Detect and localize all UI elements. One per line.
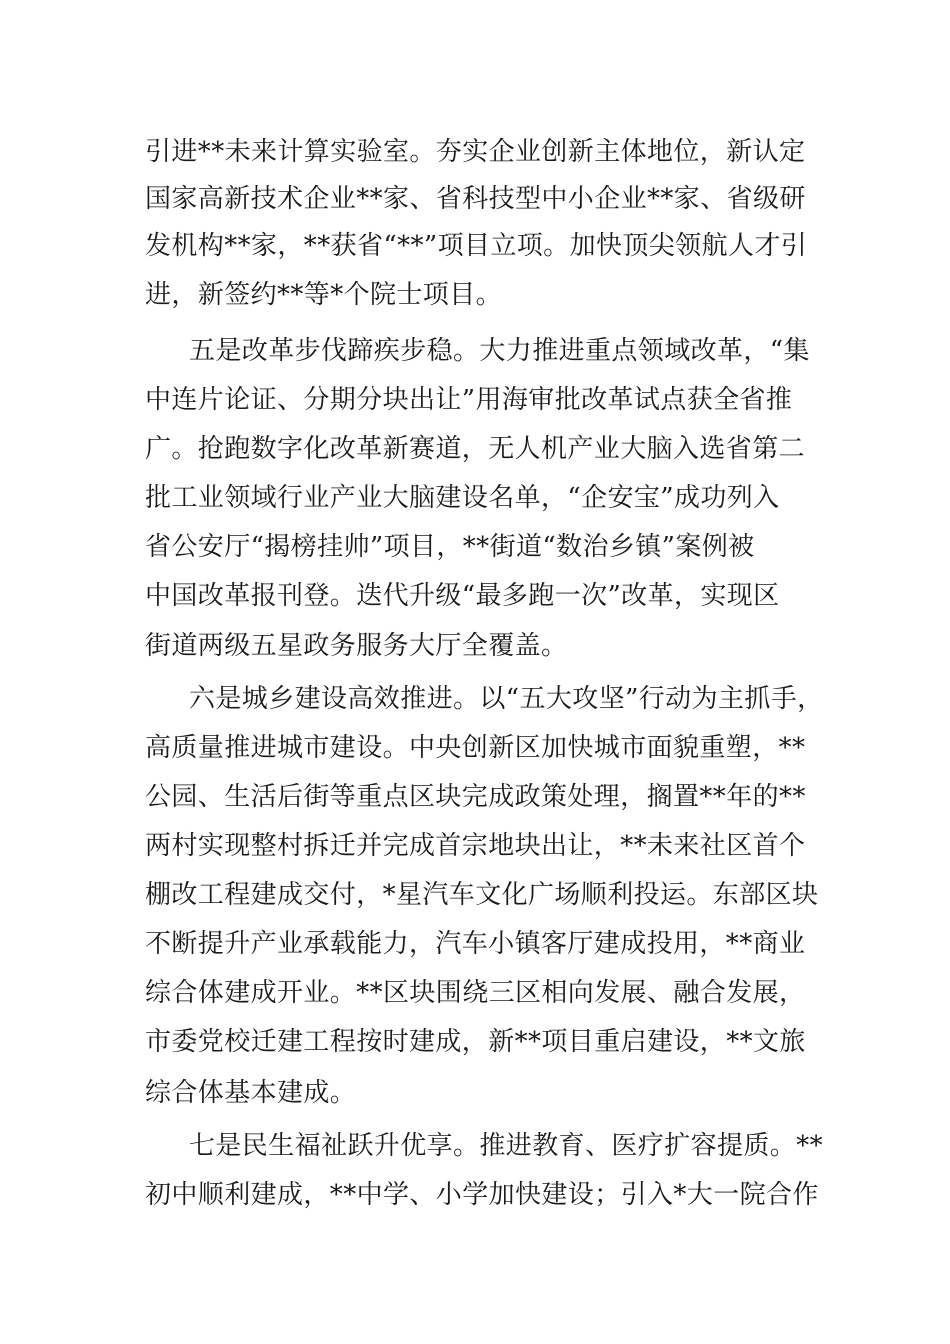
text-line: 批工业领域行业产业大脑建设名单，“企安宝”成功列入	[145, 483, 780, 513]
text-line: 发机构**家，**获省“**”项目立项。加快顶尖领航人才引	[145, 231, 808, 261]
text-line: 棚改工程建成交付，*星汽车文化广场顺利投运。东部区块	[145, 880, 819, 910]
text-line: 综合体基本建成。	[145, 1078, 357, 1108]
text-line: 高质量推进城市建设。中央创新区加快城市面貌重塑，**	[145, 733, 806, 763]
text-line: 初中顺利建成，**中学、小学加快建设；引入*大一院合作	[145, 1180, 819, 1210]
text-line: 公园、生活后街等重点区块完成政策处理，搁置**年的**	[145, 782, 806, 812]
text-line: 广。抢跑数字化改革新赛道，无人机产业大脑入选省第二	[145, 434, 806, 464]
text-line: 中国改革报刊登。迭代升级“最多跑一次”改革，实现区	[145, 581, 780, 611]
text-line: 中连片论证、分期分块出让”用海审批改革试点获全省推	[145, 385, 793, 415]
paragraph-start-line: 六是城乡建设高效推进。以“五大攻坚”行动为主抓手，	[189, 684, 824, 714]
paragraph-start-line: 七是民生福祉跃升优享。推进教育、医疗扩容提质。**	[189, 1131, 824, 1161]
text-line: 市委党校迁建工程按时建成，新**项目重启建设，**文旅	[145, 1027, 806, 1057]
text-line: 不断提升产业承载能力，汽车小镇客厅建成投用，**商业	[145, 929, 806, 959]
text-line: 两村实现整村拆迁并完成首宗地块出让，**未来社区首个	[145, 831, 806, 861]
text-line: 进，新签约**等*个院士项目。	[145, 280, 503, 310]
text-line: 国家高新技术企业**家、省科技型中小企业**家、省级研	[145, 184, 806, 214]
text-line: 街道两级五星政务服务大厅全覆盖。	[145, 631, 568, 661]
text-line: 引进**未来计算实验室。夯实企业创新主体地位，新认定	[145, 137, 806, 167]
paragraph-start-line: 五是改革步伐蹄疾步稳。大力推进重点领域改革，“集	[189, 336, 810, 366]
text-line: 综合体建成开业。**区块围绕三区相向发展、融合发展，	[145, 978, 806, 1008]
text-line: 省公安厅“揭榜挂帅”项目，**街道“数治乡镇”案例被	[145, 532, 755, 562]
